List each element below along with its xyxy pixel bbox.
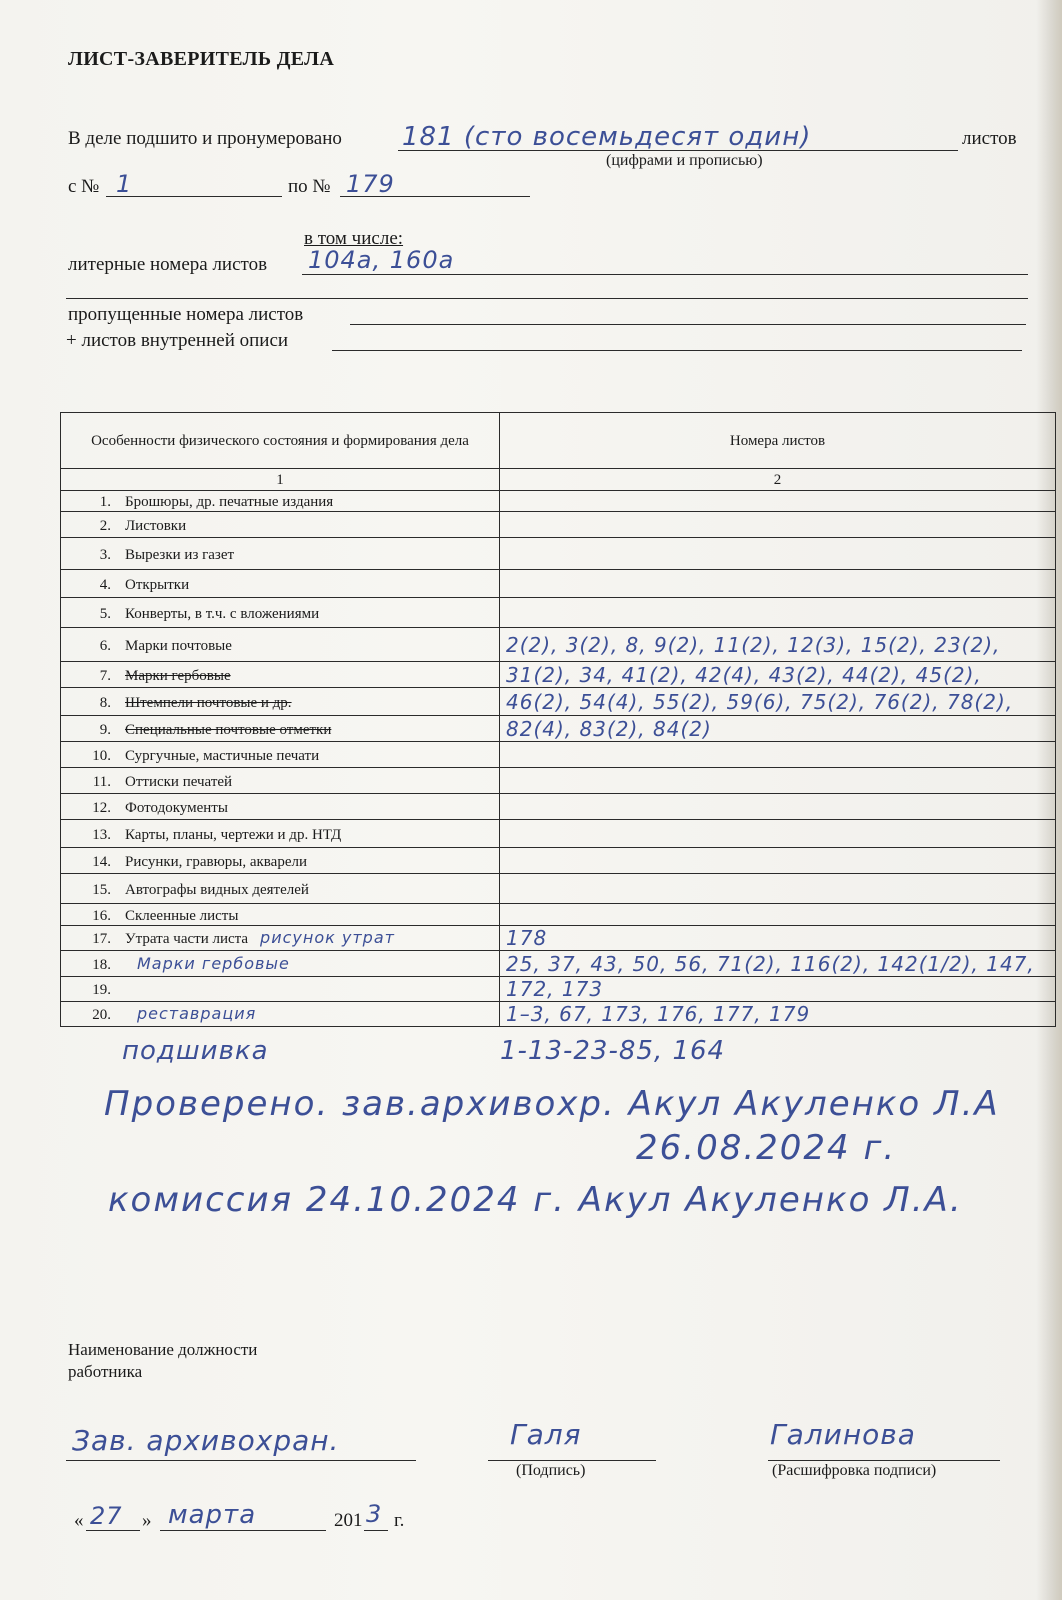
table-row [61,598,1056,628]
row-number: 11. [92,773,111,790]
table-row [61,512,1056,538]
row-number: 13. [92,826,111,843]
row-label: Конверты, в т.ч. с вложениями [125,605,320,622]
row-sheets-cell [500,977,1056,1002]
inventory-sheets-underline [332,350,1022,351]
table-row [61,768,1056,794]
date-month: марта [168,1500,257,1530]
row-label: Вырезки из газет [125,546,235,563]
row-sheets-cell [500,926,1056,951]
row-label: Штемпели почтовые и др. [125,694,292,711]
table-body [61,491,1056,1027]
row-sheet-numbers: 25, 37, 43, 50, 56, 71(2), 116(2), 142(1/2), 147, [506,951,1035,976]
table-row [61,874,1056,904]
table-row [61,1002,1056,1027]
table-row [61,538,1056,570]
row-label: Открытки [125,576,190,593]
position-value: Зав. архивохран. [72,1424,340,1457]
row-sheets-cell [500,628,1056,662]
position-underline [66,1460,416,1461]
row-sheets-cell [500,688,1056,716]
row-number: 5. [99,605,111,622]
row-handwritten-note: Марки гербовые [137,953,290,973]
row-feature-cell [61,512,500,538]
decoded-value: Галинова [770,1418,916,1451]
inventory-sheets-label: + листов внутренней описи [66,330,289,351]
letter-numbers-underline [302,274,1028,275]
table-header-row [61,413,1056,469]
row-feature-cell [61,688,500,716]
row-feature-cell [61,628,500,662]
decoded-underline [768,1460,1000,1461]
table-row [61,662,1056,688]
checked-line-2: 26.08.2024 г. [636,1128,897,1168]
range-to-value: 179 [346,170,395,198]
row-number: 17. [92,931,111,947]
date-year-prefix: 201 [334,1510,363,1531]
row-feature-cell [61,820,500,848]
decoded-caption: (Расшифровка подписи) [772,1462,937,1479]
row-feature-cell [61,598,500,628]
table-row [61,688,1056,716]
row-sheets-cell [500,598,1056,628]
row-feature-cell [61,848,500,874]
row-handwritten-note: рисунок утрат [260,928,395,947]
row-sheet-numbers: 1–3, 67, 173, 176, 177, 179 [506,1002,811,1026]
date-close-quote: » [142,1510,152,1531]
row-label: Оттиски печатей [125,773,233,790]
row-sheet-numbers: 172, 173 [506,977,604,1001]
row-sheets-cell [500,570,1056,598]
table-row [61,977,1056,1002]
row-number: 14. [92,853,111,870]
table-row [61,742,1056,768]
row-sheets-cell [500,538,1056,570]
table-row [61,628,1056,662]
row-feature-cell [61,538,500,570]
signature-caption: (Подпись) [516,1462,586,1479]
table-index-row [61,469,1056,491]
table-row [61,491,1056,512]
binding-value: 1-13-23-85, 164 [500,1036,726,1066]
row-feature-cell [61,904,500,926]
letter-numbers-underline-2 [66,298,1028,299]
range-from-value: 1 [116,170,133,198]
row-sheets-cell [500,794,1056,820]
row-number: 8. [99,694,111,711]
date-year-suffix: 3 [366,1500,383,1528]
date-day-underline [86,1530,140,1531]
row-label: Брошюры, др. печатные издания [125,494,334,510]
col1-header: Особенности физического состояния и формирования дела [61,413,500,469]
row-handwritten-note: реставрация [137,1004,257,1023]
table-row [61,904,1056,926]
range-from-label: с № [68,176,100,197]
row-feature-cell [61,742,500,768]
row-sheet-numbers: 2(2), 3(2), 8, 9(2), 11(2), 12(3), 15(2), 23(2), [506,632,1001,657]
date-year-unit: г. [394,1510,405,1531]
row-sheets-cell [500,768,1056,794]
row-feature-cell [61,768,500,794]
row-sheet-numbers: 178 [506,926,548,950]
row-number: 6. [99,637,111,654]
row-number: 19. [92,982,111,998]
sheet-count-value: 181 (сто восемьдесят один) [402,122,812,152]
signature-underline [488,1460,656,1461]
row-sheet-numbers: 82(4), 83(2), 84(2) [506,716,712,741]
row-number: 2. [99,517,111,534]
row-number: 16. [92,907,111,924]
row-feature-cell [61,570,500,598]
row-label: Склеенные листы [125,907,239,924]
col2-header: Номера листов [500,413,1056,469]
features-table [60,412,1056,1027]
row-sheets-cell [500,742,1056,768]
missing-numbers-label: пропущенные номера листов [68,304,304,325]
row-sheets-cell [500,904,1056,926]
row-feature-cell [61,926,500,951]
row-sheets-cell [500,951,1056,977]
row-feature-cell [61,491,500,512]
table-row [61,570,1056,598]
sheet-count-unit: листов [962,128,1017,149]
row-sheets-cell [500,1002,1056,1027]
row-sheets-cell [500,820,1056,848]
document-title: ЛИСТ-ЗАВЕРИТЕЛЬ ДЕЛА [68,48,335,70]
row-sheets-cell [500,848,1056,874]
position-label-line2: работника [68,1362,143,1381]
date-day: 27 [90,1502,123,1530]
row-number: 18. [92,956,111,973]
row-label: Рисунки, гравюры, акварели [125,853,308,870]
row-sheets-cell [500,662,1056,688]
binding-label: подшивка [122,1036,269,1066]
date-month-underline [160,1530,326,1531]
row-number: 4. [99,576,111,593]
row-sheet-numbers: 46(2), 54(4), 55(2), 59(6), 75(2), 76(2), 78(2), [506,689,1014,714]
row-number: 12. [92,799,111,816]
table-row [61,951,1056,977]
date-open-quote: « [74,1510,84,1531]
table-row [61,794,1056,820]
row-feature-cell [61,794,500,820]
signature-value: Галя [510,1418,582,1451]
letter-numbers-label: литерные номера листов [68,254,268,275]
including-label: в том числе: [304,228,404,249]
position-label-line1: Наименование должности [68,1340,258,1359]
row-number: 20. [92,1007,111,1023]
row-label: Листовки [125,517,187,534]
row-sheet-numbers: 31(2), 34, 41(2), 42(4), 43(2), 44(2), 45(2), [506,662,982,687]
row-feature-cell [61,977,500,1002]
row-label: Утрата части листа [125,931,249,947]
row-number: 1. [99,494,111,510]
row-label: Марки гербовые [125,667,231,684]
sheet-count-caption: (цифрами и прописью) [606,152,763,169]
range-to-label: по № [288,176,331,197]
table-row [61,716,1056,742]
row-label: Фотодокументы [125,799,228,816]
row-feature-cell [61,716,500,742]
row-label: Автографы видных деятелей [125,881,309,898]
row-label: Специальные почтовые отметки [125,721,332,738]
row-feature-cell [61,951,500,977]
table-row [61,820,1056,848]
checked-line-1: Проверено. зав.архивохр. Акул Акуленко Л.А [104,1084,1000,1124]
row-number: 7. [99,667,111,684]
row-feature-cell [61,662,500,688]
row-label: Сургучные, мастичные печати [125,747,320,764]
table-row [61,848,1056,874]
col2-index: 2 [500,469,1056,491]
row-number: 10. [92,747,111,764]
sheet-count-label: В деле подшито и пронумеровано [68,128,342,149]
row-feature-cell [61,1002,500,1027]
row-sheets-cell [500,491,1056,512]
row-label: Марки почтовые [125,637,232,654]
row-label: Карты, планы, чертежи и др. НТД [125,826,342,843]
row-number: 15. [92,881,111,898]
row-sheets-cell [500,512,1056,538]
row-feature-cell [61,874,500,904]
row-number: 3. [99,546,111,563]
row-number: 9. [99,721,111,738]
table-row [61,926,1056,951]
row-sheets-cell [500,874,1056,904]
missing-numbers-underline [350,324,1026,325]
commission-line: комиссия 24.10.2024 г. Акул Акуленко Л.А. [108,1180,963,1220]
date-year-underline [364,1530,388,1531]
col1-index: 1 [61,469,500,491]
range-from-underline [106,196,282,197]
row-sheets-cell [500,716,1056,742]
letter-numbers-value: 104а, 160а [308,246,455,274]
